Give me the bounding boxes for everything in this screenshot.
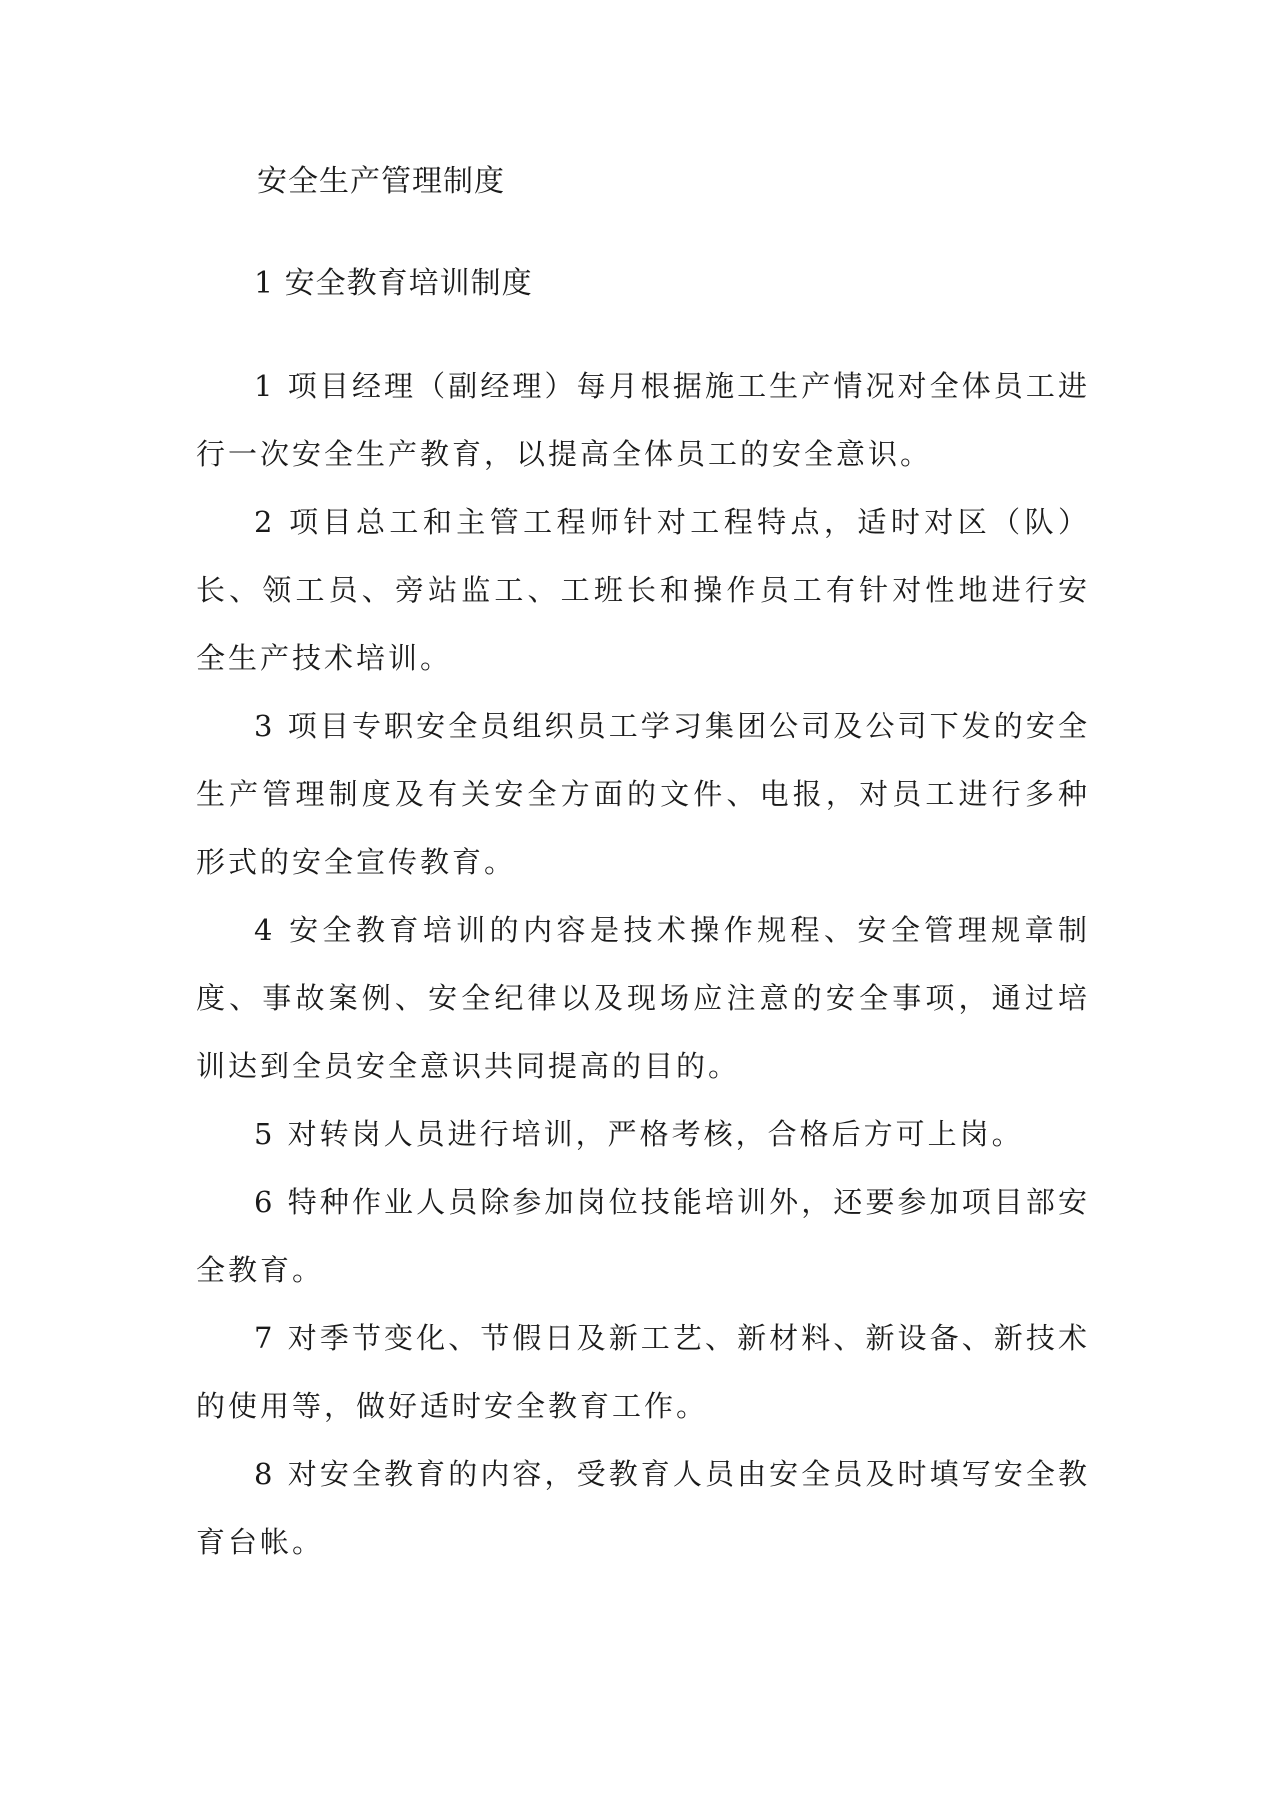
paragraph: 7 对季节变化、节假日及新工艺、新材料、新设备、新技术的使用等，做好适时安全教育工作。: [196, 1321, 1090, 1423]
paragraph: 4 安全教育培训的内容是技术操作规程、安全管理规章制度、事故案例、安全纪律以及现场应注意的安全事项，通过培训达到全员安全意识共同提高的目的。: [196, 913, 1090, 1083]
paragraph: 8 对安全教育的内容，受教育人员由安全员及时填写安全教育台帐。: [196, 1457, 1090, 1559]
document-title: 安全生产管理制度: [257, 164, 505, 199]
paragraph: 3 项目专职安全员组织员工学习集团公司及公司下发的安全生产管理制度及有关安全方面的文件、电报，对员工进行多种形式的安全宣传教育。: [196, 709, 1090, 879]
document-body: [196, 352, 1090, 1576]
section-heading: 1 安全教育培训制度: [254, 266, 533, 301]
paragraph: 1 项目经理（副经理）每月根据施工生产情况对全体员工进行一次安全生产教育，以提高全体员工的安全意识。: [196, 369, 1090, 471]
paragraph: 5 对转岗人员进行培训，严格考核，合格后方可上岗。: [254, 1117, 1024, 1151]
paragraph: 2 项目总工和主管工程师针对工程特点，适时对区（队）长、领工员、旁站监工、工班长和操作员工有针对性地进行安全生产技术培训。: [196, 505, 1090, 675]
paragraph: 6 特种作业人员除参加岗位技能培训外，还要参加项目部安全教育。: [196, 1185, 1090, 1287]
